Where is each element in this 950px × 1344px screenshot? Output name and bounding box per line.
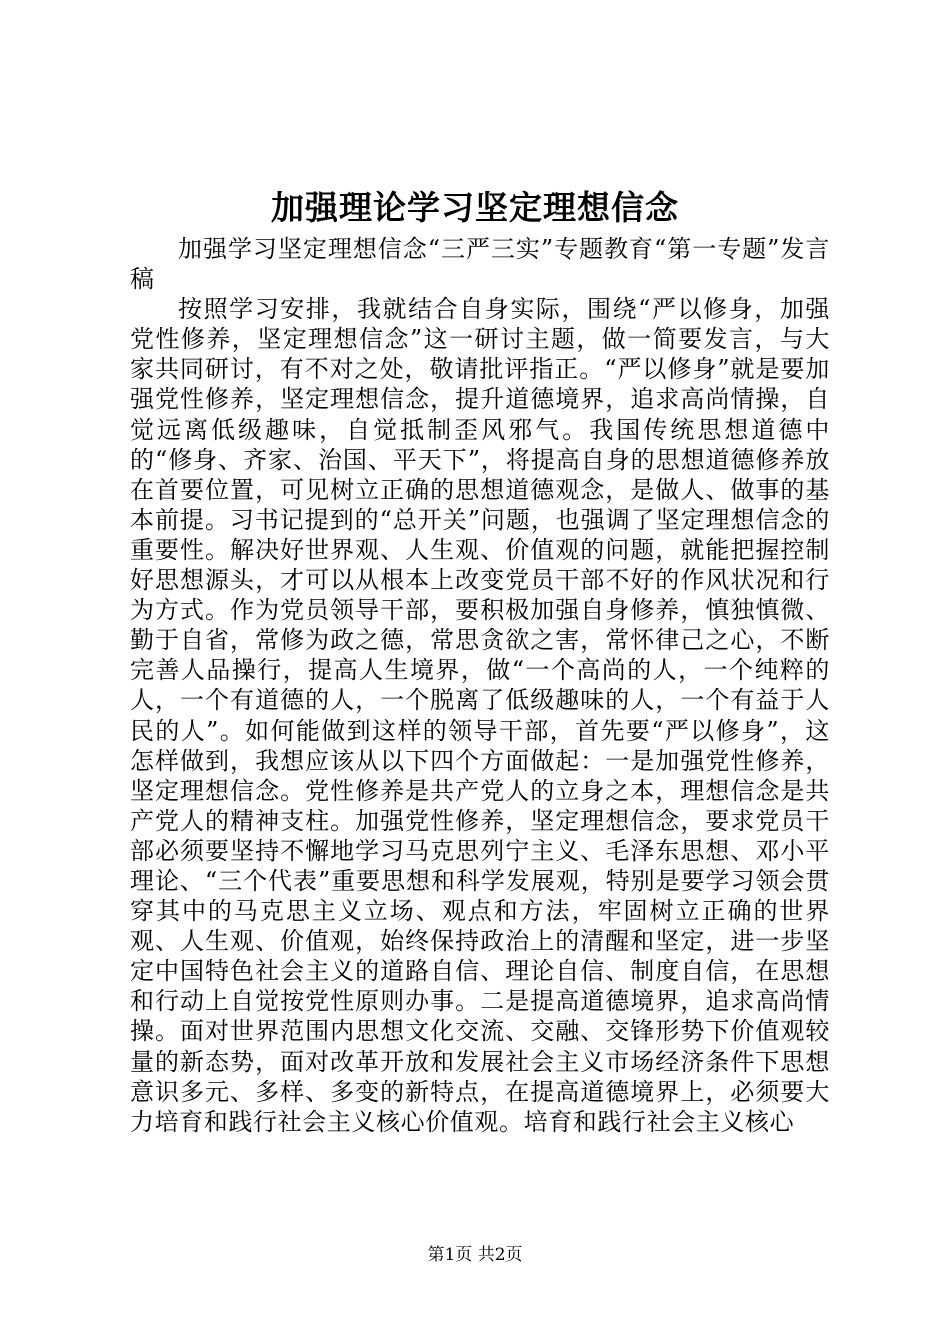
subtitle-paragraph: 加强学习坚定理想信念“三严三实”专题教育“第一专题”发言稿 [130,235,830,294]
page-footer: 第1页 共2页 [427,1245,523,1265]
body-paragraph: 按照学习安排，我就结合自身实际，围绕“严以修身，加强党性修养，坚定理想信念”这一研讨主题，做一简要发言，与大家共同研讨，有不对之处，敬请批评指正。“严以修身”就是要加强党性修养，坚定理想信念，提升道德境界，追求高尚情操，自觉远离低级趣味，自觉抵制歪风邪气。我国传统思想道德中的“修身、齐家、治国、平天下”，将提高自身的思想道德修养放在首要位置，可见树立正确的思想道德观念，是做人、做事的基本前提。习书记提到的“总开关”问题，也强调了坚定理想信念的重要性。解决好世界观、人生观、价值观的问题，就能把握控制好思想源头，才可以从根本上改变党员干部不好的作风状况和行为方式。作为党员领导干部，要积极加强自身修养，慎独慎微、勤于自省，常修为政之德，常思贪欲之害，常怀律己之心，不断完善人品操行，提高人生境界，做“一个高尚的人，一个纯粹的人，一个有道德的人，一个脱离了低级趣味的人，一个有益于人民的人”。如何能做到这样的领导干部，首先要“严以修身”，这怎样做到，我想应该从以下四个方面做起：一是加强党性修养，坚定理想信念。党性修养是共产党人的立身之本，理想信念是共产党人的精神支柱。加强党性修养，坚定理想信念，要求党员干部必须要坚持不懈地学习马克思列宁主义、毛泽东思想、邓小平理论、“三个代表”重要思想和科学发展观，特别是要学习领会贯穿其中的马克思主义立场、观点和方法，牢固树立正确的世界观、人生观、价值观，始终保持政治上的清醒和坚定，进一步坚定中国特色社会主义的道路自信、理论自信、制度自信，在思想和行动上自觉按党性原则办事。二是提高道德境界，追求高尚情操。面对世界范围内思想文化交流、交融、交锋形势下价值观较量的新态势，面对改革开放和发展社会主义市场经济条件下思想意识多元、多样、多变的新特点，在提高道德境界上，必须要大力培育和践行社会主义核心价值观。培育和践行社会主义核心 [130,295,830,1136]
document-title: 加强理论学习坚定理想信念 [271,188,679,227]
document-body [130,234,830,1137]
